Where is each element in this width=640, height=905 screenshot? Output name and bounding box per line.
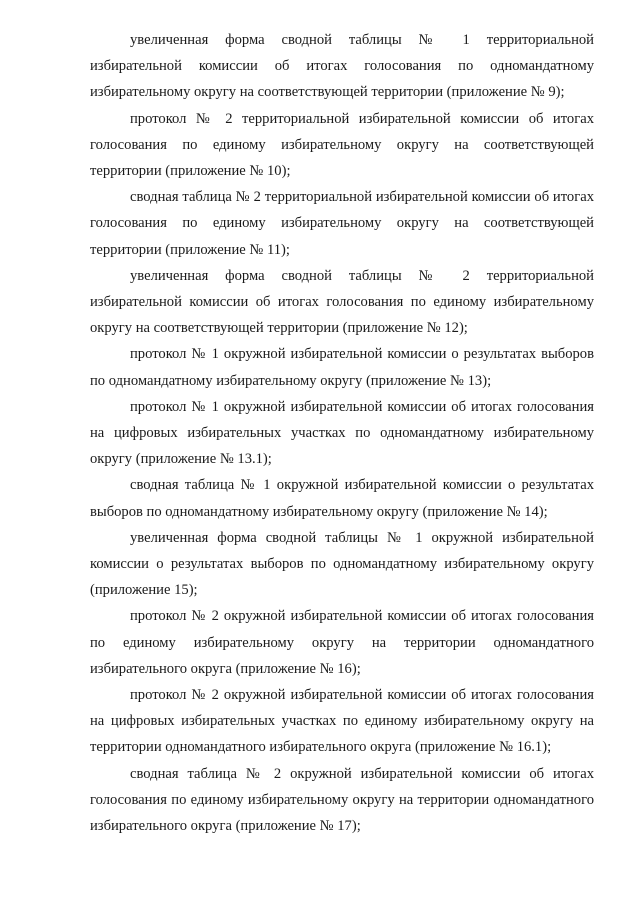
list-item-appendix-16-1: протокол № 2 окружной избирательной комиссии об итогах голосования на цифровых избирательных участках по единому избирательному округу на территории одномандатного избирательного округа (приложение № 16.1); [90, 687, 594, 756]
list-item-appendix-13-1: протокол № 1 окружной избирательной комиссии об итогах голосования на цифровых избирательных участках по одномандатному избирательному округу (приложение № 13.1); [90, 398, 594, 468]
list-item-appendix-9: увеличенная форма сводной таблицы № 1 территориальной избирательной комиссии об итогах голосования по одномандатному избирательному округу на соответствующей территории (приложение № 9); [90, 32, 594, 101]
list-item-appendix-11: сводная таблица № 2 территориальной избирательной комиссии об итогах голосования по единому избирательному округу на соответствующей территории (приложение № 11); [90, 189, 594, 258]
list-item-appendix-16: протокол № 2 окружной избирательной комиссии об итогах голосования по единому избирательному округу на территории одномандатного избирательного округа (приложение № 16); [90, 608, 594, 677]
list-item-appendix-17: сводная таблица № 2 окружной избирательной комиссии об итогах голосования по единому избирательному округу на территории одномандатного избирательного округа (приложение № 17); [90, 765, 594, 835]
list-item-appendix-14: сводная таблица № 1 окружной избирательной комиссии о результатах выборов по одномандатному избирательному округу (приложение № 14); [90, 477, 594, 520]
list-item-appendix-12: увеличенная форма сводной таблицы № 2 территориальной избирательной комиссии об итогах голосования по единому избирательному округу на соответствующей территории (приложение № 12); [90, 267, 594, 337]
list-item-appendix-10: протокол № 2 территориальной избирательной комиссии об итогах голосования по единому избирательному округу на соответствующей территории (приложение № 10); [90, 110, 594, 180]
list-item-appendix-13: протокол № 1 окружной избирательной комиссии о результатах выборов по одномандатному избирательному округу (приложение № 13); [90, 346, 594, 389]
document-page [90, 27, 594, 839]
list-item-appendix-15: увеличенная форма сводной таблицы № 1 окружной избирательной комиссии о результатах выборов по одномандатному избирательному округу (приложение 15); [90, 529, 594, 599]
